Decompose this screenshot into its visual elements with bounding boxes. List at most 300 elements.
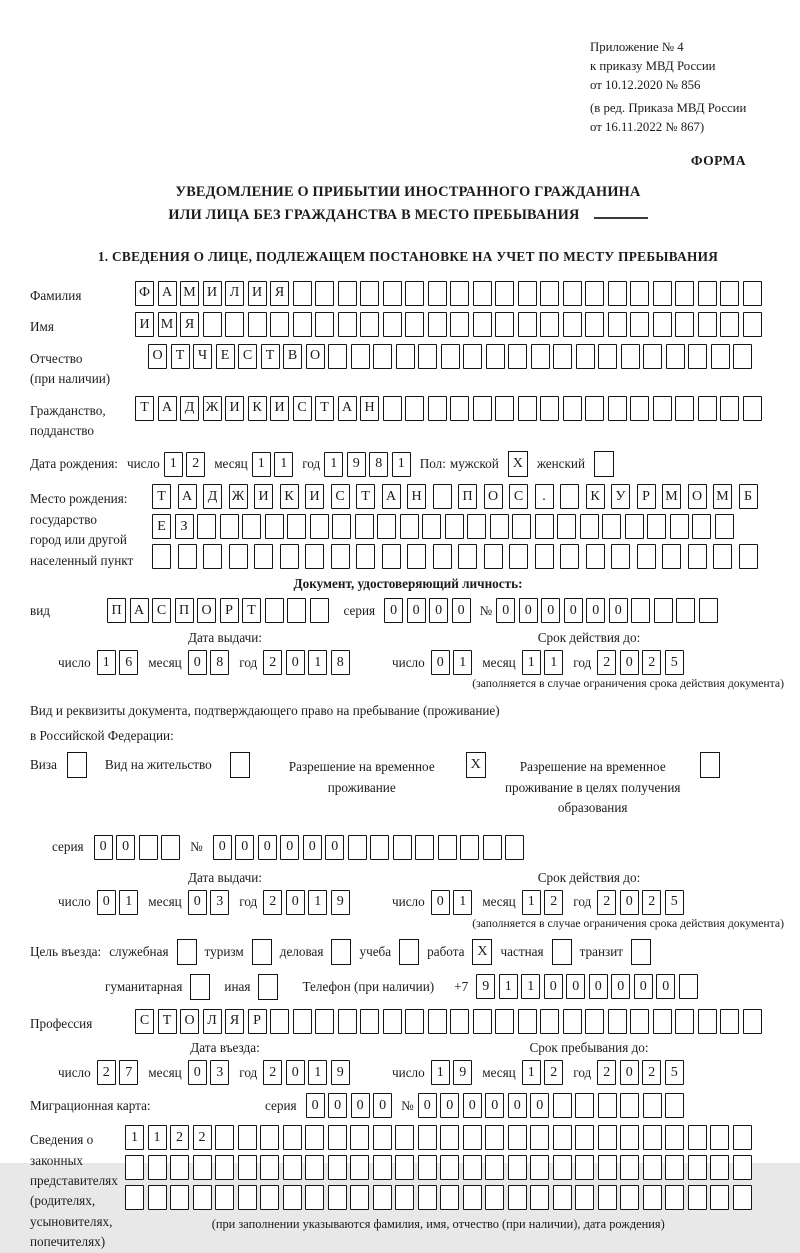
char-box[interactable]: [328, 1185, 347, 1210]
char-box[interactable]: 6: [119, 650, 138, 675]
char-box[interactable]: [203, 544, 222, 569]
char-box[interactable]: 2: [597, 650, 616, 675]
char-box[interactable]: 3: [210, 890, 229, 915]
temp-residence-education-checkbox[interactable]: [700, 752, 720, 778]
char-box[interactable]: 0: [97, 890, 116, 915]
char-box[interactable]: [260, 1185, 279, 1210]
char-box[interactable]: 0: [566, 974, 585, 999]
char-box[interactable]: [720, 1009, 739, 1034]
char-box[interactable]: [433, 484, 452, 509]
char-box[interactable]: [225, 312, 244, 337]
char-box[interactable]: 1: [522, 890, 541, 915]
char-box[interactable]: [535, 544, 554, 569]
char-box[interactable]: 0: [564, 598, 583, 623]
char-box[interactable]: [608, 1009, 627, 1034]
char-box[interactable]: 0: [530, 1093, 549, 1118]
char-box[interactable]: [508, 1155, 527, 1180]
char-box[interactable]: [400, 514, 419, 539]
char-box[interactable]: [396, 344, 415, 369]
char-box[interactable]: Т: [135, 396, 154, 421]
char-box[interactable]: [370, 835, 389, 860]
char-box[interactable]: А: [382, 484, 401, 509]
char-box[interactable]: 0: [586, 598, 605, 623]
char-box[interactable]: С: [135, 1009, 154, 1034]
char-box[interactable]: Ж: [203, 396, 222, 421]
char-box[interactable]: [440, 1155, 459, 1180]
char-box[interactable]: О: [484, 484, 503, 509]
char-box[interactable]: [473, 1009, 492, 1034]
char-box[interactable]: [463, 344, 482, 369]
char-box[interactable]: Н: [360, 396, 379, 421]
char-box[interactable]: 1: [324, 452, 343, 477]
char-box[interactable]: [383, 281, 402, 306]
char-box[interactable]: М: [662, 484, 681, 509]
char-box[interactable]: [328, 344, 347, 369]
char-box[interactable]: [715, 514, 734, 539]
char-box[interactable]: [373, 1185, 392, 1210]
char-box[interactable]: [248, 312, 267, 337]
char-box[interactable]: [665, 1185, 684, 1210]
char-box[interactable]: [653, 1009, 672, 1034]
char-box[interactable]: [743, 281, 762, 306]
char-box[interactable]: И: [270, 396, 289, 421]
char-box[interactable]: Е: [152, 514, 171, 539]
char-box[interactable]: [283, 1125, 302, 1150]
char-box[interactable]: [438, 835, 457, 860]
char-box[interactable]: К: [586, 484, 605, 509]
char-box[interactable]: [238, 1155, 257, 1180]
char-box[interactable]: [733, 1185, 752, 1210]
char-box[interactable]: 8: [331, 650, 350, 675]
char-box[interactable]: [220, 514, 239, 539]
char-box[interactable]: [197, 514, 216, 539]
char-box[interactable]: [518, 1009, 537, 1034]
char-box[interactable]: [405, 281, 424, 306]
char-box[interactable]: Т: [171, 344, 190, 369]
char-box[interactable]: [692, 514, 711, 539]
char-box[interactable]: С: [331, 484, 350, 509]
char-box[interactable]: [553, 1155, 572, 1180]
char-box[interactable]: 1: [522, 650, 541, 675]
char-box[interactable]: [585, 396, 604, 421]
char-box[interactable]: [332, 514, 351, 539]
char-box[interactable]: [643, 1093, 662, 1118]
char-box[interactable]: 0: [463, 1093, 482, 1118]
char-box[interactable]: П: [458, 484, 477, 509]
char-box[interactable]: А: [158, 396, 177, 421]
char-box[interactable]: [630, 396, 649, 421]
char-box[interactable]: 2: [544, 890, 563, 915]
char-box[interactable]: [580, 514, 599, 539]
char-box[interactable]: 0: [325, 835, 344, 860]
char-box[interactable]: [485, 1185, 504, 1210]
char-box[interactable]: [557, 514, 576, 539]
char-box[interactable]: [463, 1155, 482, 1180]
char-box[interactable]: [643, 1185, 662, 1210]
char-box[interactable]: 5: [665, 650, 684, 675]
char-box[interactable]: [418, 344, 437, 369]
char-box[interactable]: [699, 598, 718, 623]
char-box[interactable]: [260, 1125, 279, 1150]
char-box[interactable]: Я: [270, 281, 289, 306]
char-box[interactable]: 2: [97, 1060, 116, 1085]
char-box[interactable]: [428, 312, 447, 337]
char-box[interactable]: 1: [521, 974, 540, 999]
char-box[interactable]: [620, 1093, 639, 1118]
char-box[interactable]: [293, 281, 312, 306]
char-box[interactable]: [653, 312, 672, 337]
char-box[interactable]: 2: [263, 650, 282, 675]
char-box[interactable]: [530, 1125, 549, 1150]
char-box[interactable]: 1: [97, 650, 116, 675]
char-box[interactable]: 2: [642, 890, 661, 915]
char-box[interactable]: Т: [242, 598, 261, 623]
char-box[interactable]: [405, 1009, 424, 1034]
char-box[interactable]: [360, 1009, 379, 1034]
char-box[interactable]: 0: [418, 1093, 437, 1118]
char-box[interactable]: 0: [328, 1093, 347, 1118]
purpose-work-checkbox[interactable]: X: [472, 939, 492, 965]
char-box[interactable]: [553, 1185, 572, 1210]
char-box[interactable]: 0: [611, 974, 630, 999]
char-box[interactable]: [540, 281, 559, 306]
char-box[interactable]: [698, 1009, 717, 1034]
char-box[interactable]: 0: [452, 598, 471, 623]
char-box[interactable]: 9: [476, 974, 495, 999]
char-box[interactable]: [710, 1185, 729, 1210]
char-box[interactable]: [688, 1185, 707, 1210]
char-box[interactable]: [585, 312, 604, 337]
char-box[interactable]: С: [293, 396, 312, 421]
char-box[interactable]: [315, 312, 334, 337]
char-box[interactable]: [328, 1125, 347, 1150]
char-box[interactable]: [395, 1155, 414, 1180]
char-box[interactable]: З: [175, 514, 194, 539]
char-box[interactable]: [338, 1009, 357, 1034]
char-box[interactable]: 1: [431, 1060, 450, 1085]
char-box[interactable]: 2: [263, 1060, 282, 1085]
char-box[interactable]: [305, 1155, 324, 1180]
char-box[interactable]: [540, 396, 559, 421]
char-box[interactable]: [265, 598, 284, 623]
char-box[interactable]: 1: [392, 452, 411, 477]
char-box[interactable]: 2: [186, 452, 205, 477]
char-box[interactable]: [355, 514, 374, 539]
char-box[interactable]: 5: [665, 890, 684, 915]
char-box[interactable]: [238, 1125, 257, 1150]
char-box[interactable]: 9: [453, 1060, 472, 1085]
char-box[interactable]: [676, 598, 695, 623]
char-box[interactable]: 2: [193, 1125, 212, 1150]
char-box[interactable]: [665, 1125, 684, 1150]
char-box[interactable]: О: [688, 484, 707, 509]
char-box[interactable]: А: [130, 598, 149, 623]
char-box[interactable]: [630, 1009, 649, 1034]
visa-checkbox[interactable]: [67, 752, 87, 778]
char-box[interactable]: [254, 544, 273, 569]
char-box[interactable]: [428, 396, 447, 421]
char-box[interactable]: Т: [356, 484, 375, 509]
char-box[interactable]: 0: [519, 598, 538, 623]
char-box[interactable]: 0: [431, 650, 450, 675]
char-box[interactable]: В: [283, 344, 302, 369]
char-box[interactable]: [418, 1155, 437, 1180]
char-box[interactable]: Л: [225, 281, 244, 306]
char-box[interactable]: 2: [642, 650, 661, 675]
char-box[interactable]: [485, 1155, 504, 1180]
char-box[interactable]: [733, 1125, 752, 1150]
char-box[interactable]: О: [306, 344, 325, 369]
char-box[interactable]: [270, 312, 289, 337]
char-box[interactable]: [280, 544, 299, 569]
char-box[interactable]: [560, 544, 579, 569]
char-box[interactable]: [540, 312, 559, 337]
char-box[interactable]: 9: [331, 890, 350, 915]
char-box[interactable]: [647, 514, 666, 539]
char-box[interactable]: Т: [158, 1009, 177, 1034]
char-box[interactable]: [395, 1125, 414, 1150]
char-box[interactable]: И: [135, 312, 154, 337]
char-box[interactable]: [575, 1155, 594, 1180]
char-box[interactable]: 0: [407, 598, 426, 623]
char-box[interactable]: [620, 1125, 639, 1150]
char-box[interactable]: [688, 544, 707, 569]
char-box[interactable]: 0: [620, 1060, 639, 1085]
char-box[interactable]: [193, 1185, 212, 1210]
char-box[interactable]: [495, 312, 514, 337]
char-box[interactable]: [575, 1125, 594, 1150]
char-box[interactable]: [483, 835, 502, 860]
char-box[interactable]: А: [178, 484, 197, 509]
char-box[interactable]: [585, 281, 604, 306]
char-box[interactable]: [675, 312, 694, 337]
char-box[interactable]: 0: [544, 974, 563, 999]
char-box[interactable]: [535, 514, 554, 539]
char-box[interactable]: [310, 514, 329, 539]
char-box[interactable]: [305, 544, 324, 569]
char-box[interactable]: 2: [170, 1125, 189, 1150]
char-box[interactable]: Л: [203, 1009, 222, 1034]
purpose-transit-checkbox[interactable]: [631, 939, 651, 965]
char-box[interactable]: [611, 544, 630, 569]
char-box[interactable]: [637, 544, 656, 569]
char-box[interactable]: [360, 312, 379, 337]
purpose-official-checkbox[interactable]: [177, 939, 197, 965]
char-box[interactable]: 2: [642, 1060, 661, 1085]
char-box[interactable]: [148, 1155, 167, 1180]
char-box[interactable]: [495, 396, 514, 421]
char-box[interactable]: [229, 544, 248, 569]
char-box[interactable]: Б: [739, 484, 758, 509]
char-box[interactable]: [666, 344, 685, 369]
char-box[interactable]: [360, 281, 379, 306]
char-box[interactable]: [152, 544, 171, 569]
char-box[interactable]: Д: [180, 396, 199, 421]
char-box[interactable]: [602, 514, 621, 539]
char-box[interactable]: [675, 281, 694, 306]
char-box[interactable]: [512, 514, 531, 539]
char-box[interactable]: [620, 1185, 639, 1210]
char-box[interactable]: [608, 312, 627, 337]
char-box[interactable]: К: [280, 484, 299, 509]
char-box[interactable]: [654, 598, 673, 623]
char-box[interactable]: 0: [116, 835, 135, 860]
char-box[interactable]: [495, 1009, 514, 1034]
char-box[interactable]: [576, 344, 595, 369]
char-box[interactable]: [508, 1125, 527, 1150]
char-box[interactable]: [383, 396, 402, 421]
char-box[interactable]: [670, 514, 689, 539]
char-box[interactable]: [440, 1125, 459, 1150]
char-box[interactable]: [170, 1185, 189, 1210]
char-box[interactable]: [405, 396, 424, 421]
char-box[interactable]: Я: [180, 312, 199, 337]
char-box[interactable]: [315, 1009, 334, 1034]
char-box[interactable]: М: [180, 281, 199, 306]
char-box[interactable]: 0: [213, 835, 232, 860]
char-box[interactable]: И: [225, 396, 244, 421]
char-box[interactable]: [553, 344, 572, 369]
char-box[interactable]: [178, 544, 197, 569]
char-box[interactable]: [688, 1125, 707, 1150]
char-box[interactable]: [445, 514, 464, 539]
char-box[interactable]: [458, 544, 477, 569]
char-box[interactable]: 0: [589, 974, 608, 999]
char-box[interactable]: 1: [453, 890, 472, 915]
char-box[interactable]: Ч: [193, 344, 212, 369]
char-box[interactable]: [377, 514, 396, 539]
char-box[interactable]: 1: [164, 452, 183, 477]
char-box[interactable]: [653, 281, 672, 306]
char-box[interactable]: 0: [485, 1093, 504, 1118]
char-box[interactable]: [509, 544, 528, 569]
char-box[interactable]: И: [254, 484, 273, 509]
char-box[interactable]: 0: [373, 1093, 392, 1118]
char-box[interactable]: [563, 312, 582, 337]
char-box[interactable]: [743, 1009, 762, 1034]
char-box[interactable]: [508, 1185, 527, 1210]
char-box[interactable]: [608, 281, 627, 306]
char-box[interactable]: [675, 1009, 694, 1034]
char-box[interactable]: [710, 1125, 729, 1150]
char-box[interactable]: [598, 1185, 617, 1210]
char-box[interactable]: К: [248, 396, 267, 421]
char-box[interactable]: [315, 281, 334, 306]
char-box[interactable]: [305, 1185, 324, 1210]
char-box[interactable]: [450, 396, 469, 421]
char-box[interactable]: 0: [384, 598, 403, 623]
char-box[interactable]: [643, 344, 662, 369]
char-box[interactable]: [463, 1125, 482, 1150]
char-box[interactable]: [490, 514, 509, 539]
char-box[interactable]: 0: [541, 598, 560, 623]
char-box[interactable]: [440, 1185, 459, 1210]
char-box[interactable]: И: [203, 281, 222, 306]
char-box[interactable]: Е: [216, 344, 235, 369]
char-box[interactable]: [350, 1185, 369, 1210]
char-box[interactable]: Ж: [229, 484, 248, 509]
char-box[interactable]: [720, 281, 739, 306]
char-box[interactable]: [495, 281, 514, 306]
char-box[interactable]: [631, 598, 650, 623]
char-box[interactable]: [698, 312, 717, 337]
char-box[interactable]: 2: [544, 1060, 563, 1085]
char-box[interactable]: [733, 1155, 752, 1180]
char-box[interactable]: [287, 598, 306, 623]
purpose-study-checkbox[interactable]: [399, 939, 419, 965]
char-box[interactable]: 1: [308, 650, 327, 675]
char-box[interactable]: [679, 974, 698, 999]
char-box[interactable]: 0: [94, 835, 113, 860]
char-box[interactable]: 9: [347, 452, 366, 477]
residence-permit-checkbox[interactable]: [230, 752, 250, 778]
char-box[interactable]: 1: [125, 1125, 144, 1150]
char-box[interactable]: [125, 1185, 144, 1210]
char-box[interactable]: [518, 281, 537, 306]
char-box[interactable]: [598, 1093, 617, 1118]
char-box[interactable]: 0: [620, 890, 639, 915]
char-box[interactable]: [563, 1009, 582, 1034]
temp-residence-checkbox[interactable]: X: [466, 752, 486, 778]
char-box[interactable]: 0: [609, 598, 628, 623]
char-box[interactable]: Р: [248, 1009, 267, 1034]
char-box[interactable]: Н: [407, 484, 426, 509]
char-box[interactable]: [560, 484, 579, 509]
char-box[interactable]: [620, 1155, 639, 1180]
char-box[interactable]: [242, 514, 261, 539]
char-box[interactable]: Р: [637, 484, 656, 509]
char-box[interactable]: [215, 1125, 234, 1150]
char-box[interactable]: 0: [496, 598, 515, 623]
char-box[interactable]: М: [158, 312, 177, 337]
char-box[interactable]: С: [238, 344, 257, 369]
char-box[interactable]: 0: [286, 650, 305, 675]
char-box[interactable]: [518, 396, 537, 421]
char-box[interactable]: [713, 544, 732, 569]
char-box[interactable]: С: [509, 484, 528, 509]
char-box[interactable]: [148, 1185, 167, 1210]
char-box[interactable]: [215, 1155, 234, 1180]
char-box[interactable]: [625, 514, 644, 539]
char-box[interactable]: [531, 344, 550, 369]
char-box[interactable]: 1: [308, 890, 327, 915]
char-box[interactable]: Ф: [135, 281, 154, 306]
char-box[interactable]: И: [305, 484, 324, 509]
char-box[interactable]: 0: [235, 835, 254, 860]
char-box[interactable]: Т: [315, 396, 334, 421]
char-box[interactable]: [484, 544, 503, 569]
char-box[interactable]: 2: [263, 890, 282, 915]
char-box[interactable]: [407, 544, 426, 569]
char-box[interactable]: 1: [499, 974, 518, 999]
char-box[interactable]: 1: [453, 650, 472, 675]
char-box[interactable]: [422, 514, 441, 539]
char-box[interactable]: У: [611, 484, 630, 509]
char-box[interactable]: [415, 835, 434, 860]
char-box[interactable]: 0: [440, 1093, 459, 1118]
char-box[interactable]: [743, 396, 762, 421]
char-box[interactable]: [305, 1125, 324, 1150]
char-box[interactable]: [418, 1125, 437, 1150]
char-box[interactable]: [428, 1009, 447, 1034]
char-box[interactable]: 1: [544, 650, 563, 675]
char-box[interactable]: [473, 312, 492, 337]
char-box[interactable]: 9: [331, 1060, 350, 1085]
char-box[interactable]: [383, 1009, 402, 1034]
char-box[interactable]: [653, 396, 672, 421]
char-box[interactable]: Я: [225, 1009, 244, 1034]
char-box[interactable]: [665, 1155, 684, 1180]
